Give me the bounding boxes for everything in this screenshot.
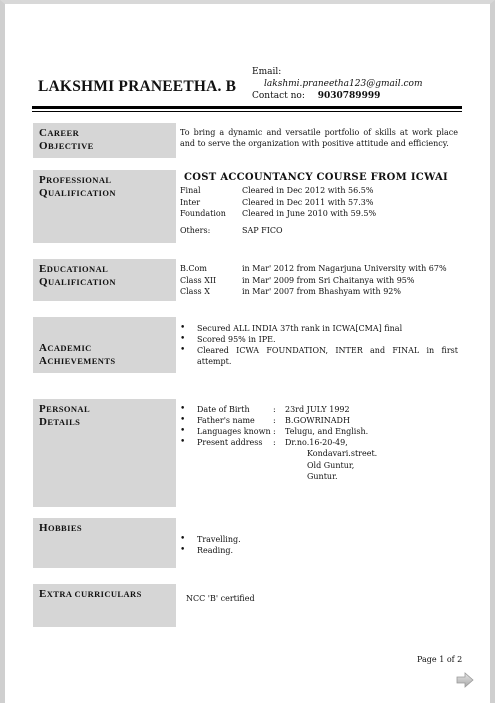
label-line: PERSONAL xyxy=(39,403,91,415)
page-indicator: Page 1 of 2 xyxy=(417,655,463,664)
list-item xyxy=(180,185,458,197)
row-key: • Father's name xyxy=(180,415,273,426)
professional-qualification-content xyxy=(180,172,458,236)
email-label: Email: xyxy=(252,67,282,77)
educational-qualification-label xyxy=(33,259,176,301)
label-line: OBJECTIVE xyxy=(39,140,94,152)
row-key: B.Com xyxy=(180,264,207,273)
label-line: QUALIFICATION xyxy=(39,276,116,288)
academic-achievements-content xyxy=(180,323,458,367)
phone-label: Contact no: xyxy=(252,91,305,101)
list-item xyxy=(180,225,458,237)
list-item: • Date of Birth : 23rd JULY 1992 xyxy=(180,404,458,415)
extra-curriculars-text: NCC 'B' certified xyxy=(186,594,255,603)
list-item: • Languages known : Telugu, and English. xyxy=(180,426,458,437)
label-line: EXTRA CURRICULARS xyxy=(39,588,142,600)
hobbies-content xyxy=(180,534,458,556)
row-key: Inter xyxy=(180,197,201,207)
label-line: QUALIFICATION xyxy=(39,187,116,199)
address-line: Old Guntur, xyxy=(307,460,355,470)
phone-value: 9030789999 xyxy=(317,91,381,101)
row-value: Dr.no.16-20-49, xyxy=(285,438,348,447)
row-value: in Mar' 2009 from Sri Chaitanya with 95% xyxy=(242,275,415,285)
extra-curriculars-label xyxy=(33,584,176,627)
label-line: HOBBIES xyxy=(39,522,83,534)
email-value[interactable]: lakshmi.praneetha123@gmail.com xyxy=(264,79,423,89)
label-line: PROFESSIONAL xyxy=(39,174,112,186)
row-key: Foundation xyxy=(180,209,226,218)
row-value: in Mar' 2012 from Nagarjuna University with 67% xyxy=(242,264,447,273)
row-key: • Date of Birth xyxy=(180,404,273,415)
list-item xyxy=(180,197,458,209)
header-rule-thick xyxy=(32,106,462,109)
career-objective-text: To bring a dynamic and versatile portfolio of skills at work place and to serve the organization with positive attitude and efficiency. xyxy=(180,128,458,148)
row-value: 23rd JULY 1992 xyxy=(285,405,350,414)
course-title: COST ACCOUNTANCY COURSE FROM ICWAI xyxy=(184,172,448,183)
arrow-right-icon[interactable] xyxy=(456,672,474,692)
row-value: SAP FICO xyxy=(242,225,283,235)
row-key: Class X xyxy=(180,287,210,296)
label-line: DETAILS xyxy=(39,416,81,428)
career-objective-label xyxy=(33,123,176,158)
row-value: Cleared in Dec 2012 with 56.5% xyxy=(242,186,374,195)
list-item: • Father's name : B.GOWRINADH xyxy=(180,415,458,426)
hobbies-list xyxy=(180,534,458,556)
row-value: Telugu, and English. xyxy=(285,427,369,436)
row-key: • Languages known xyxy=(180,426,273,437)
address-line: Guntur. xyxy=(307,472,338,481)
address-line: Kondavari.street. xyxy=(307,449,378,458)
header-rule-thin xyxy=(32,111,462,112)
personal-details-label xyxy=(33,399,176,507)
row-value: B.GOWRINADH xyxy=(285,416,350,425)
candidate-name: LAKSHMI PRANEETHA. B xyxy=(38,78,237,95)
label-line: EDUCATIONAL xyxy=(39,263,109,275)
list-item: • Secured ALL INDIA 37th rank in ICWA[CMA] final xyxy=(180,323,458,334)
row-key: Class XII xyxy=(180,275,217,285)
list-item: • Scored 95% in IPE. xyxy=(180,334,458,345)
hobbies-label xyxy=(33,518,176,568)
row-value: Cleared in Dec 2011 with 57.3% xyxy=(242,197,374,207)
list-item xyxy=(180,286,458,298)
list-item: • Reading. xyxy=(180,545,458,556)
academic-achievements-label xyxy=(33,317,176,373)
achievements-list xyxy=(180,323,458,367)
label-line: CAREER xyxy=(39,127,80,139)
list-item: • Travelling. xyxy=(180,534,458,545)
list-item xyxy=(180,275,458,287)
professional-qualification-label xyxy=(33,170,176,243)
list-item xyxy=(180,208,458,220)
label-line: ACHIEVEMENTS xyxy=(39,355,116,367)
row-value: in Mar' 2007 from Bhashyam with 92% xyxy=(242,287,401,296)
row-value: Cleared in June 2010 with 59.5% xyxy=(242,209,377,218)
row-key: Final xyxy=(180,186,201,195)
list-item xyxy=(180,263,458,275)
personal-details-content xyxy=(180,404,458,483)
row-key: • Present address xyxy=(180,437,273,448)
label-line: ACADEMIC xyxy=(39,342,92,354)
row-key: Others: xyxy=(180,225,211,235)
contact-block xyxy=(252,67,423,103)
list-item: • Cleared ICWA FOUNDATION, INTER and FINAL in first attempt. xyxy=(180,345,458,367)
list-item: • Present address : Dr.no.16-20-49, xyxy=(180,437,458,448)
educational-qualification-content xyxy=(180,263,458,298)
address-lines xyxy=(180,448,458,483)
